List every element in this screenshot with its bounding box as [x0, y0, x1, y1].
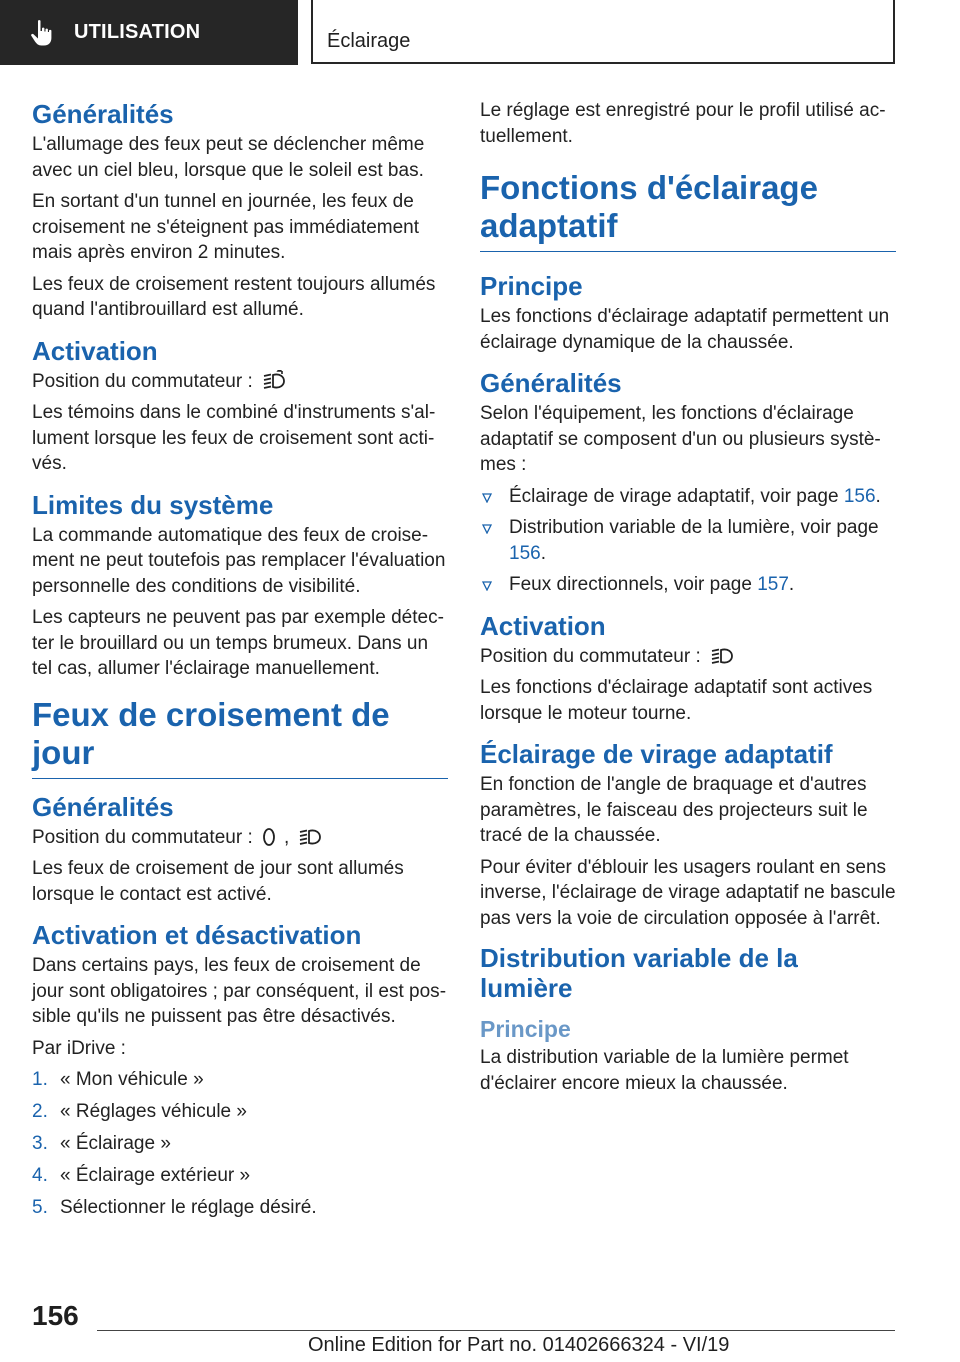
page-link-157[interactable]: 157: [757, 574, 789, 595]
triangle-bullet-icon: [482, 493, 492, 503]
paragraph: Selon l'équipement, les fonctions d'éclairage adaptatif se composent d'un ou plusieurs systèmes :: [480, 403, 881, 475]
heading-distribution-variable: Distribution variable de la lumière: [480, 943, 798, 1003]
list-item: Feux directionnels, voir page 157.: [480, 572, 896, 598]
switch-position-line: Position du commutateur : ,: [32, 825, 448, 851]
heading-principe: Principe: [480, 271, 583, 301]
hand-pointer-icon: [30, 19, 54, 47]
right-column: [480, 98, 896, 1102]
footer-edition: Online Edition for Part no. 01402666324 - VI/19: [308, 1334, 730, 1356]
paragraph: En sortant d'un tunnel en journée, les feux de croisement ne s'éteignent pas immédiatement mais après environ 2 minutes.: [32, 191, 419, 263]
paragraph: Les feux de croisement restent toujours allumés quand l'antibrouillard est allumé.: [32, 273, 436, 320]
page-link-156[interactable]: 156: [509, 542, 541, 564]
adaptive-systems-list: [480, 484, 896, 598]
auto-headlight-symbol-icon: [707, 645, 737, 667]
list-item: 1. « Mon véhicule »: [32, 1069, 204, 1090]
paragraph: Par iDrive :: [32, 1037, 126, 1059]
triangle-bullet-icon: [482, 524, 492, 534]
heading-principe: Principe: [480, 1016, 571, 1042]
paragraph: La distribution variable de la lumière permet d'éclairer encore mieux la chaussée.: [480, 1047, 849, 1094]
list-item: Distribution variable de la lumière, voir page 156.: [480, 515, 896, 566]
heading-activation: Activation: [480, 610, 606, 641]
heading-activation-desactivation: Activation et désactivation: [32, 920, 362, 950]
paragraph: Le réglage est enregistré pour le profil utilisé actuellement.: [480, 100, 886, 147]
idrive-steps-list: [32, 1067, 448, 1221]
list-item: 5. Sélectionner le réglage désiré.: [32, 1197, 317, 1218]
auto-headlight-symbol-icon: [259, 370, 289, 392]
heading-generalites: Généralités: [32, 99, 174, 129]
heading-feux-jour: Feux de croisement de jour: [32, 696, 448, 779]
page-number: 156: [32, 1300, 79, 1331]
auto-headlight-symbol-icon: [295, 826, 325, 848]
heading-activation: Activation: [32, 335, 158, 366]
triangle-bullet-icon: [482, 581, 492, 591]
switch-position-line: Position du commutateur :: [480, 644, 896, 670]
heading-generalites: Généralités: [32, 791, 174, 822]
paragraph: Les feux de croisement de jour sont allumés lorsque le contact est activé.: [32, 858, 404, 905]
paragraph: Les fonctions d'éclairage adaptatif permettent un éclairage dynamique de la chaussée.: [480, 306, 890, 353]
list-item: 3. « Éclairage »: [32, 1133, 171, 1154]
page-link-156[interactable]: 156: [843, 485, 876, 507]
header-chapter-box: [311, 0, 895, 64]
heading-generalites: Généralités: [480, 368, 622, 398]
header-section-tab: [0, 0, 298, 65]
list-item: Éclairage de virage adaptatif, voir page 156.: [480, 484, 896, 510]
heading-limites: Limites du système: [32, 489, 274, 520]
switch-position-line: Position du commutateur :: [32, 369, 448, 395]
paragraph: L'allumage des feux peut se déclencher même avec un ciel bleu, lorsque que le soleil est bas.: [32, 134, 425, 181]
heading-eclairage-virage: Éclairage de virage adaptatif: [480, 739, 833, 769]
paragraph: En fonction de l'angle de braquage et d'autres paramètres, le faisceau des projecteurs suit le tracé de la chaussée.: [480, 774, 868, 846]
header-section-title: UTILISATION: [74, 21, 201, 43]
heading-fonctions-eclairage-adaptatif: Fonctions d'éclairage adaptatif: [480, 169, 896, 252]
paragraph: La commande automatique des feux de croisement ne peut toutefois pas remplacer l'évaluation personnelle des conditions de visibilité.: [32, 524, 446, 597]
paragraph: Les capteurs ne peuvent pas par exemple détecter le brouillard ou un temps brumeux. Dans un tel cas, allumer l'éclairage manuellement.: [32, 607, 444, 679]
footer-divider: [97, 1330, 895, 1331]
paragraph: Les fonctions d'éclairage adaptatif sont actives lorsque le moteur tourne.: [480, 677, 873, 724]
switch-off-symbol-icon: [259, 826, 279, 848]
list-item: 2. « Réglages véhicule »: [32, 1101, 247, 1122]
paragraph: Pour éviter d'éblouir les usagers roulant en sens inverse, l'éclairage de virage adaptatif ne bascule pas vers la voie de circulation opposée à l'arrêt.: [480, 856, 896, 929]
left-column: [32, 98, 448, 1227]
paragraph: Les témoins dans le combiné d'instruments s'allument lorsque les feux de croisement sont activés.: [32, 402, 436, 474]
paragraph: Dans certains pays, les feux de croisement de jour sont obligatoires ; par conséquent, il est possible qu'ils ne puissent pas être désactivés.: [32, 955, 447, 1027]
list-item: 4. « Éclairage extérieur »: [32, 1165, 251, 1186]
header-chapter-title: Éclairage: [327, 30, 411, 52]
